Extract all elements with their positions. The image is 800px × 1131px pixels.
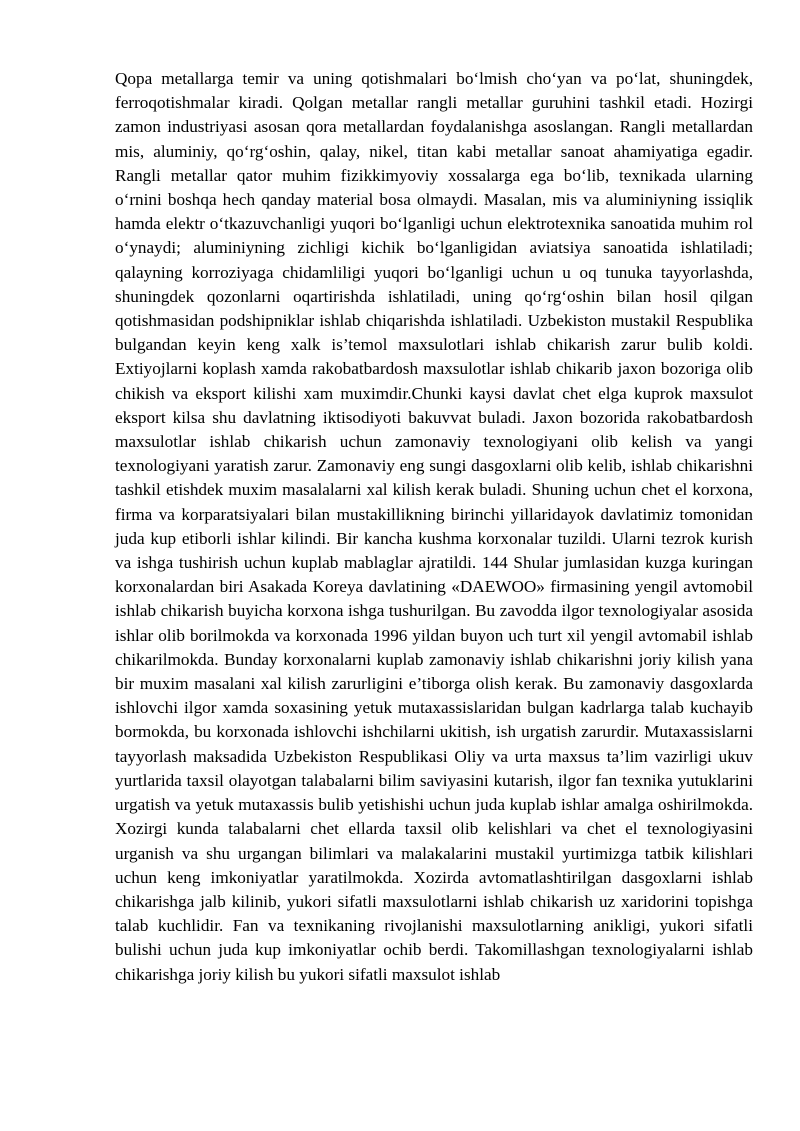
body-paragraph: Qopa metallarga temir va uning qotishmalari bo‘lmish cho‘yan va po‘lat, shuningdek, ferroqotishmalar kiradi. Qolgan metallar rangli metallar guruhini tashkil etadi. Hozirgi zamon industriyasi asosan qora metallardan foydalanishga asoslangan. Rangli metallardan mis, aluminiy, qo‘rg‘oshin, qalay, nikel, titan kabi metallar sanoat ahamiyatiga egadir. Rangli metallar qator muhim fizikkimyoviy xossalarga ega bo‘lib, texnikada ularning o‘rnini boshqa hech qanday material bosa olmaydi. Masalan, mis va aluminiyning issiqlik hamda elektr o‘tkazuvchanligi yuqori bo‘lganligi uchun elektrotexnika sanoatida muhim rol o‘ynaydi; aluminiyning zichligi kichik bo‘lganligidan aviatsiya sanoatida ishlatiladi; qalayning korroziyaga chidamliligi yuqori bo‘lganligi uchun u oq tunuka tayyorlashda, shuningdek qozonlarni oqartirishda ishlatiladi, uning qo‘rg‘oshin bilan hosil qilgan qotishmasidan podshipniklar ishlab chiqarishda ishlatiladi. Uzbekiston mustakil Respublika bulgandan keyin keng xalk is’temol maxsulotlari ishlab chikarish zarur bulib koldi. Extiyojlarni koplash xamda rakobatbardosh maxsulotlar ishlab chikarib jaxon bozoriga olib chikish va eksport kilishi xam muximdir.Chunki kaysi davlat chet elga kuprok maxsulot eksport kilsa shu davlatning iktisodiyoti bakuvvat buladi. Jaxon bozorida rakobatbardosh maxsulotlar ishlab chikarish uchun zamonaviy texnologiyani olib kelish va yangi texnologiyani yaratish zarur. Zamonaviy eng sungi dasgoxlarni olib kelib, ishlab chikarishni tashkil etishdek muxim masalalarni xal kilish kerak buladi. Shuning uchun chet el korxona, firma va korparatsiyalari bilan mustakillikning birinchi yillaridayok davlatimiz tomonidan juda kup etiborli ishlar kilindi. Bir kancha kushma korxonalar tuzildi. Ularni tezrok kurish va ishga tushirish uchun kuplab mablaglar ajratildi. 144 Shular jumlasidan kuzga kuringan korxonalardan biri Asakada Koreya davlatining «DAEWOO» firmasining yengil avtomobil ishlab chikarish buyicha korxona ishga tushurilgan. Bu zavodda ilgor texnologiyalar asosida ishlar olib borilmokda va korxonada 1996 yildan buyon uch turt xil yengil avtomabil ishlab chikarilmokda. Bunday korxonalarni kuplab zamonaviy ishlab chikarishni joriy kilish yana bir muxim masalani xal kilish zarurligini e’tiborga olish kerak. Bu zamonaviy dasgoxlarda ishlovchi ilgor xamda soxasining yetuk mutaxassislaridan bulgan kadrlarga talab kuchayib bormokda, bu korxonada ishlovchi ishchilarni ukitish, ish urgatish zarurdir. Mutaxassislarni tayyorlash maksadida Uzbekiston Respublikasi Oliy va urta maxsus ta’lim vazirligi ukuv yurtlarida taxsil olayotgan talabalarni bilim saviyasini kutarish, ilgor fan texnika yutuklarini urgatish va yetuk mutaxassis bulib yetishishi uchun juda kuplab ishlar amalga oshirilmokda. Xozirgi kunda talabalarni chet ellarda taxsil olib kelishlari va chet el texnologiyasini urganish va shu urgangan bilimlari va malakalarini mustakil yurtimizga tatbik kilishlari uchun keng imkoniyatlar yaratilmokda. Xozirda avtomatlashtirilgan dasgoxlarni ishlab chikarishga jalb kilinib, yukori sifatli maxsulotlarni ishlab chikarish uz xaridorini topishga talab kuchlidir. Fan va texnikaning rivojlanishi maxsulotlarning anikligi, yukori sifatli bulishi uchun juda kup imkoniyatlar ochib berdi. Takomillashgan texnologiyalarni ishlab chikarishga joriy kilish bu yukori sifatli maxsulot ishlab (115, 69, 753, 984)
